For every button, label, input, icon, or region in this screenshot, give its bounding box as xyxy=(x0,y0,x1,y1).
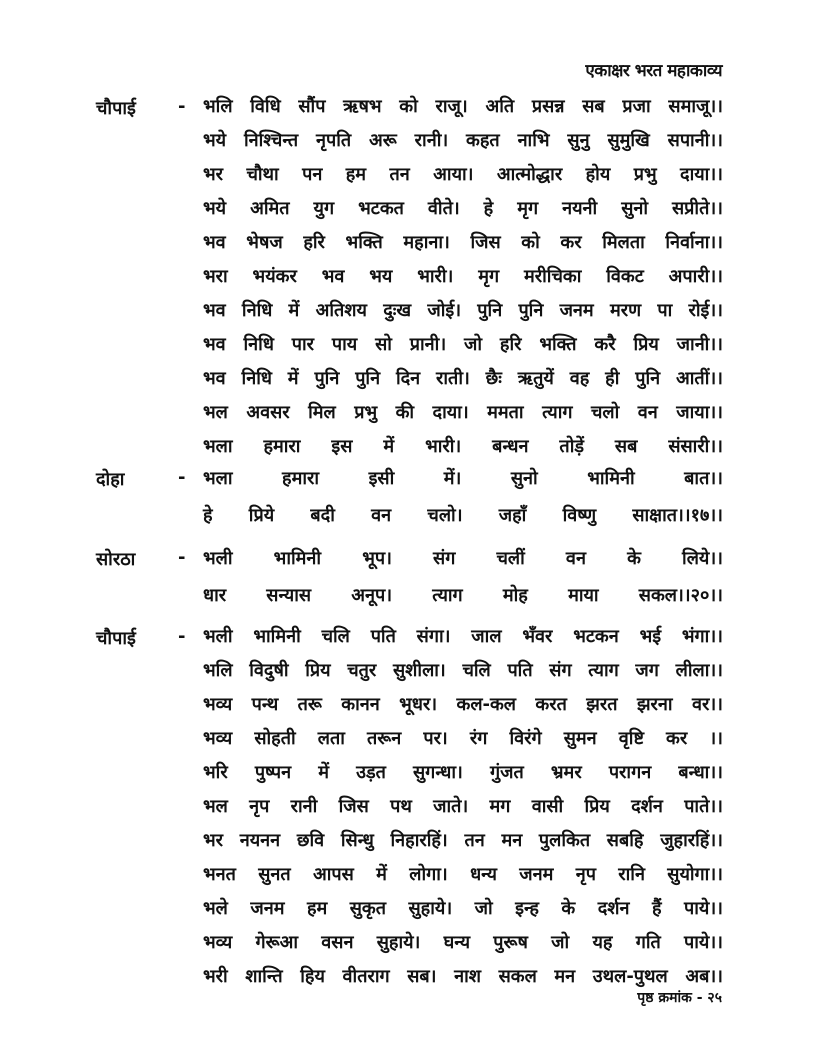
verse-line: भये अमित युग भटकत वीते। हे मृग नयनी सुनो सप्रीते।। xyxy=(203,198,723,219)
verse-line: भव निधि पार पाय सो प्रानी। जो हरि भक्ति करै प्रिय जानी।। xyxy=(203,334,723,355)
verse-line: हे प्रिये बदी वन चलो। जहाँ विष्णु साक्षात।।१७।। xyxy=(203,505,723,526)
section-dash: - xyxy=(178,96,186,117)
verse-line: भरा भयंकर भव भय भारी। मृग मरीचिका विकट अपारी।। xyxy=(203,266,723,287)
section-label: सोरठा xyxy=(96,549,136,570)
verse-line: भव्य सोहती लता तरून पर। रंग विरंगे सुमन वृष्टि कर ।। xyxy=(203,728,723,749)
verse-line: भव निधि में पुनि पुनि दिन राती। छैः ऋतुयें वह ही पुनि आतीं।। xyxy=(203,368,723,389)
section-label: चौपाई xyxy=(96,98,136,119)
verse-line: भव्य गेरूआ वसन सुहाये। घन्य पुरूष जो यह गति पाये।। xyxy=(203,932,723,953)
verse-line: भले जनम हम सुकृत सुहाये। जो इन्ह के दर्शन हैं पाये।। xyxy=(203,898,723,919)
verse-line: भली भामिनी भूप। संग चलीं वन के लिये।। xyxy=(203,548,723,569)
verse-line: धार सन्यास अनूप। त्याग मोह माया सकल।।२०।। xyxy=(203,585,723,606)
verse-line: भरि पुष्पन में उड़त सुगन्धा। गुंजत भ्रमर परागन बन्धा।। xyxy=(203,762,723,783)
verse-line: भलि विधि सौंप ऋषभ को राजू। अति प्रसन्न सब प्रजा समाजू।। xyxy=(203,96,723,117)
verse-line: भर चौथा पन हम तन आया। आत्मोद्धार होय प्रभु दाया।। xyxy=(203,164,723,185)
verse-line: भली भामिनी चलि पति संगा। जाल भँवर भटकन भई भंगा।। xyxy=(203,626,723,647)
section-dash: - xyxy=(178,467,186,488)
book-title-header: एकाक्षर भरत महाकाव्य xyxy=(585,61,722,81)
section-label: दोहा xyxy=(96,469,125,490)
page-number: पृष्ठ क्रमांक - २५ xyxy=(637,990,722,1006)
verse-line: भला हमारा इसी में। सुनो भामिनी बात।। xyxy=(203,468,723,489)
verse-lines xyxy=(203,460,723,534)
verse-line: भला हमारा इस में भारी। बन्धन तोड़ें सब संसारी।। xyxy=(203,436,723,457)
verse-line: भव भेषज हरि भक्ति महाना। जिस को कर मिलता निर्वाना।। xyxy=(203,232,723,253)
verse-lines xyxy=(203,90,723,464)
verse-line: भरी शान्ति हिय वीतराग सब। नाश सकल मन उथल-पुथल अब।। xyxy=(203,966,723,987)
section-dash: - xyxy=(178,547,186,568)
verse-line: भनत सुनत आपस में लोगा। धन्य जनम नृप रानि सुयोगा।। xyxy=(203,864,723,885)
verse-line: भव निधि में अतिशय दुःख जोई। पुनि पुनि जनम मरण पा रोई।। xyxy=(203,300,723,321)
verse-line: भल अवसर मिल प्रभु की दाया। ममता त्याग चलो वन जाया।। xyxy=(203,402,723,423)
verse-line: भव्य पन्थ तरू कानन भूधर। कल-कल करत झरत झरना वर।। xyxy=(203,694,723,715)
section-dash: - xyxy=(178,626,186,647)
verse-line: भल नृप रानी जिस पथ जाते। मग वासी प्रिय दर्शन पाते।। xyxy=(203,796,723,817)
verse-line: भर नयनन छवि सिन्धु निहारहिं। तन मन पुलकित सबहि जुहारहिं।। xyxy=(203,830,723,851)
verse-line: भलि विदुषी प्रिय चतुर सुशीला। चलि पति संग त्याग जग लीला।। xyxy=(203,660,723,681)
verse-line: भये निश्चिन्त नृपति अरू रानी। कहत नाभि सुनु सुमुखि सपानी।। xyxy=(203,130,723,151)
section-label: चौपाई xyxy=(96,628,136,649)
verse-lines xyxy=(203,620,723,994)
verse-lines xyxy=(203,540,723,614)
